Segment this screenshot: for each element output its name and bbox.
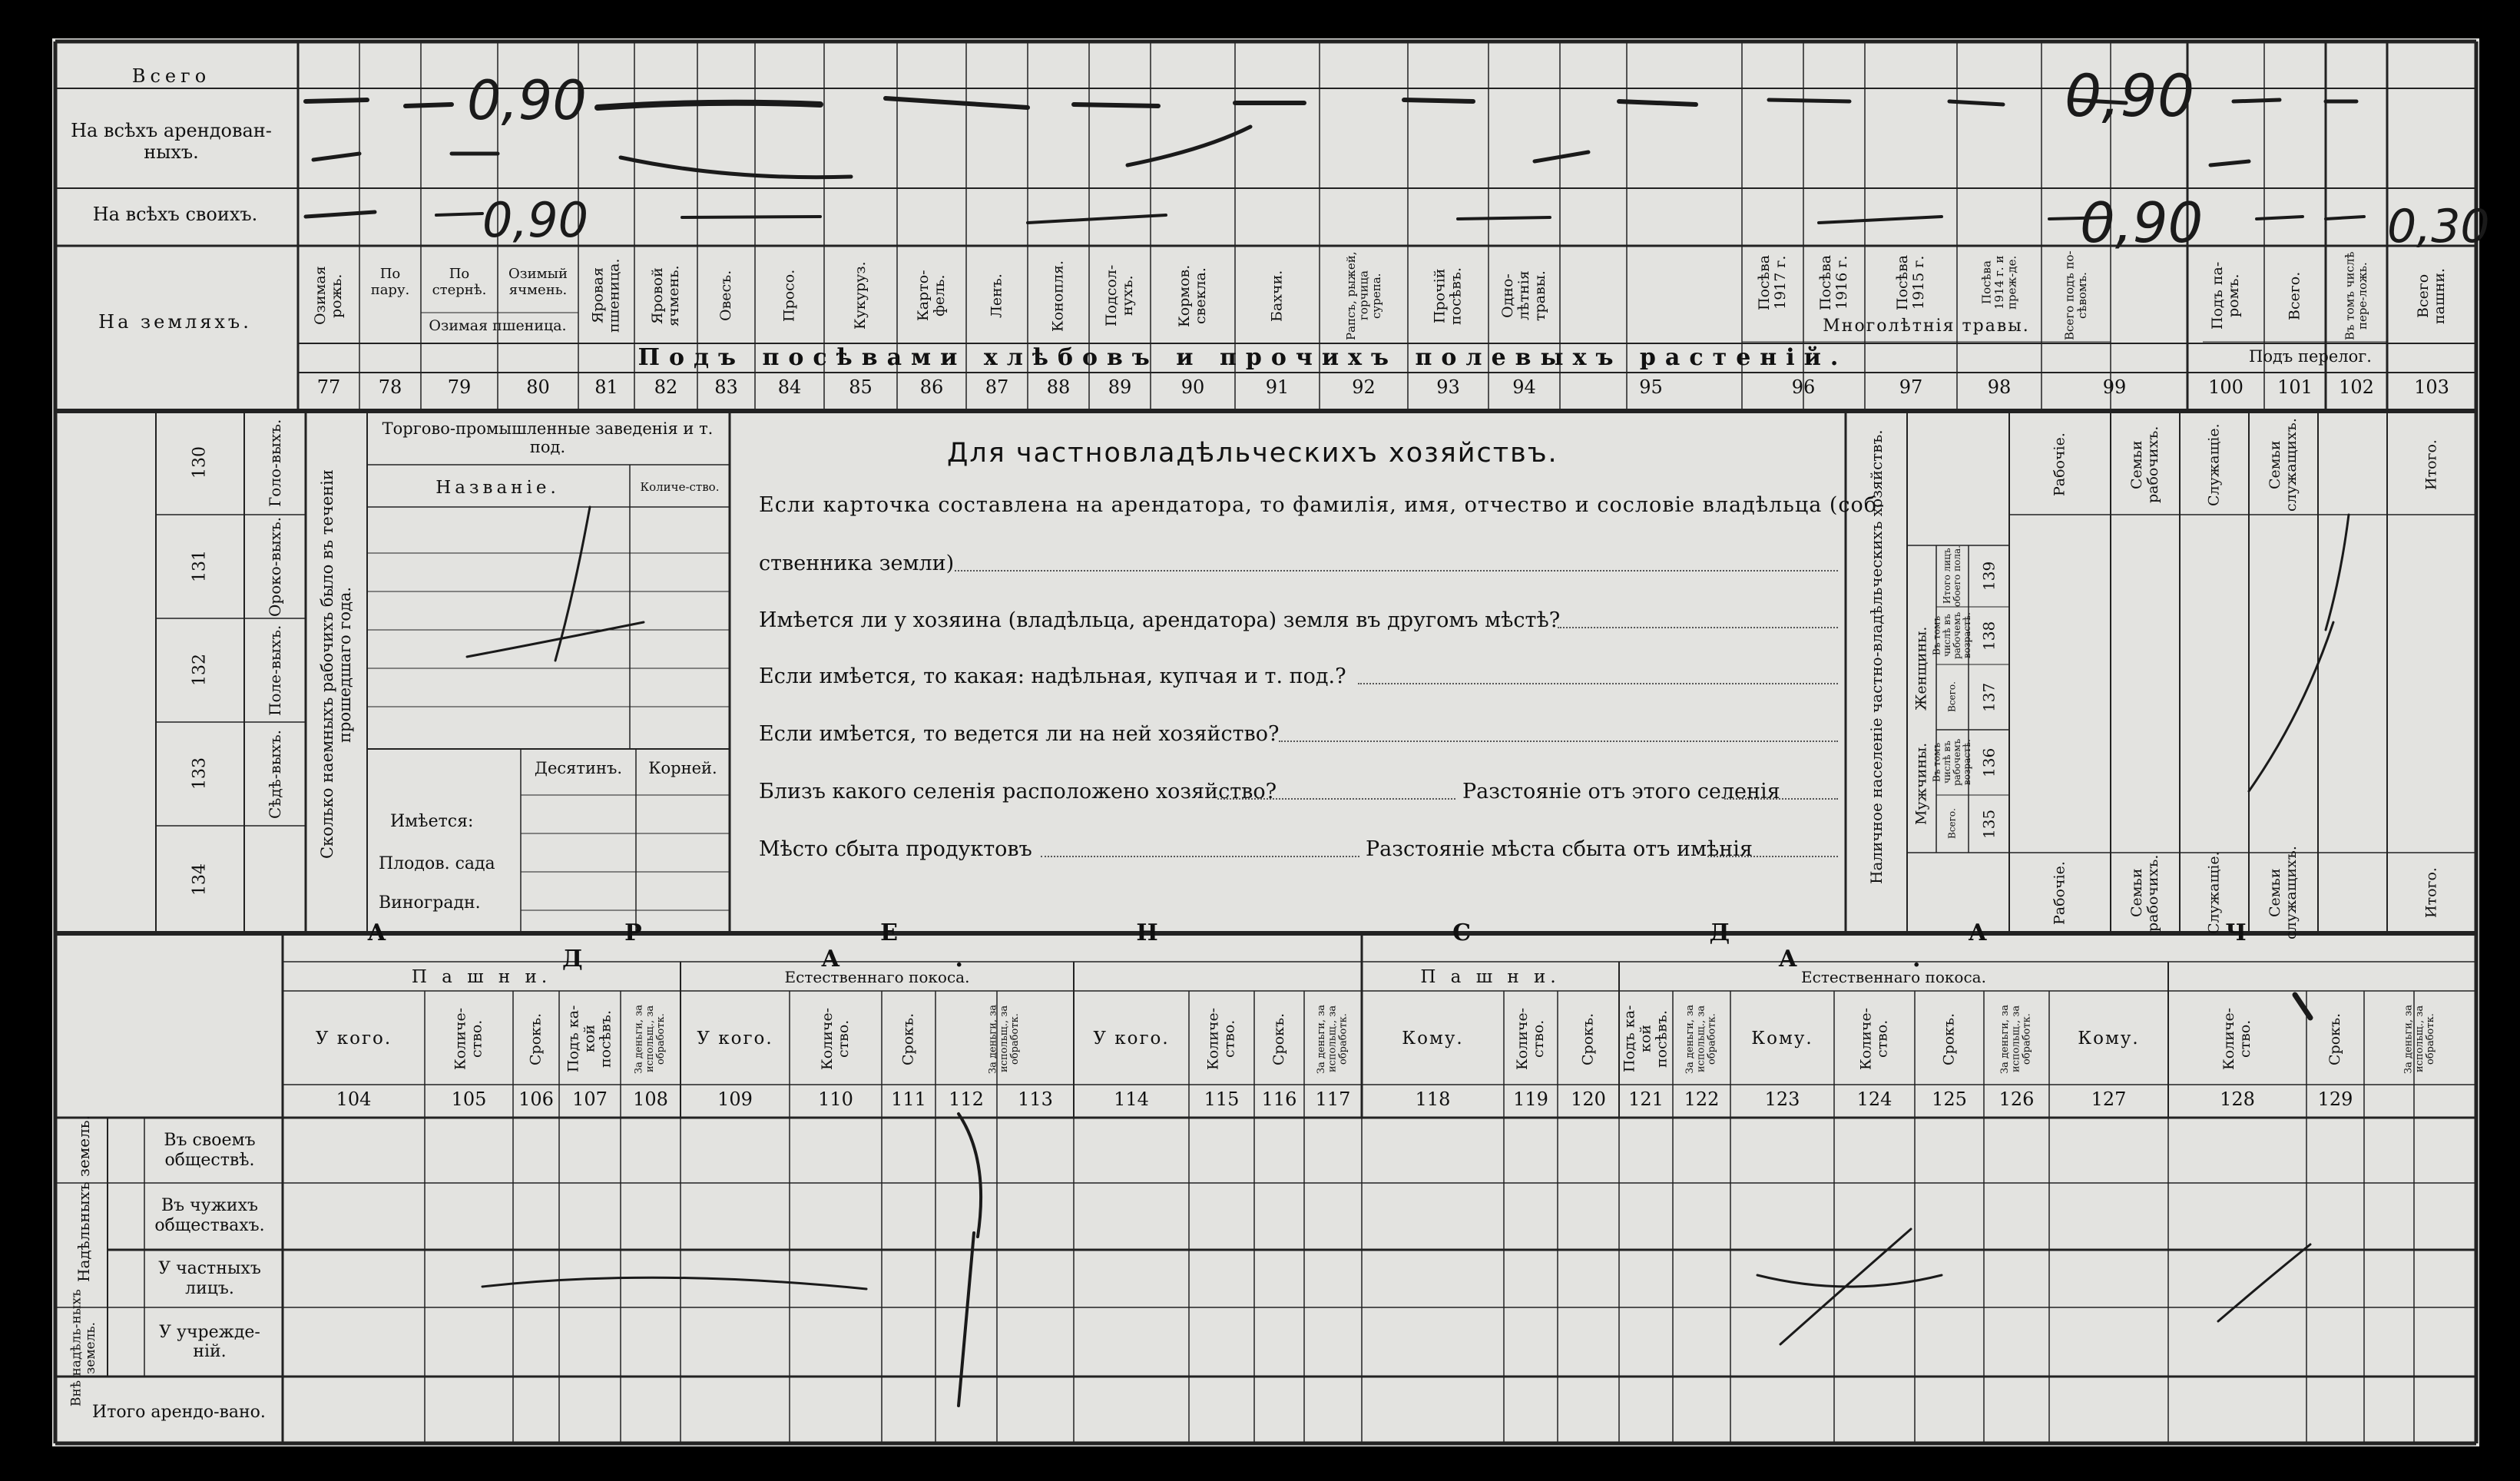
column-number: 79 — [447, 376, 472, 398]
population-col-header: Итого. — [2422, 439, 2440, 490]
lease-column-number: 109 — [717, 1088, 753, 1110]
lease-col-header: Подъ ка-кой посѣвъ. — [1621, 1005, 1671, 1073]
crop-header: Всего пашни. — [2415, 267, 2448, 324]
lease-column-number: 107 — [572, 1088, 608, 1110]
column-number: 98 — [1987, 376, 2012, 398]
question-market: Мѣсто сбыта продуктовъ — [759, 837, 1032, 861]
lease-column-number: 111 — [891, 1088, 926, 1110]
vineyard-label: Виноградн. — [379, 893, 481, 913]
lease-col-header: У кого. — [697, 1029, 773, 1049]
lease-column-number: 126 — [1998, 1088, 2035, 1110]
lease-column-number: 106 — [518, 1088, 554, 1110]
population-col-header: Рабочіе. — [2051, 432, 2068, 497]
lease-col-header: Количе-ство. — [2220, 1007, 2253, 1071]
livestock-row-number: 130 — [190, 446, 210, 479]
column-number: 82 — [654, 376, 678, 398]
row-label-own: На всѣхъ своихъ. — [92, 204, 258, 226]
population-col-header: Рабочіе. — [2051, 861, 2068, 925]
sdacha-banner: С Д А Ч А. — [1452, 919, 2362, 972]
lease-col-header: Количе-ство. — [452, 1007, 485, 1071]
crop-header: Посѣва 1915 г. — [1894, 254, 1927, 310]
lease-col-header: У кого. — [315, 1029, 392, 1049]
column-number: 93 — [1436, 376, 1460, 398]
crop-header: Яровая пшеница. — [589, 258, 623, 333]
crop-header: Посѣва 1917 г. — [1756, 254, 1789, 310]
column-number: 81 — [594, 376, 618, 398]
lease-column-number: 116 — [1261, 1088, 1297, 1110]
row-label-total: Всего — [131, 65, 211, 88]
lease-col-header: Количе-ство. — [1514, 1007, 1547, 1071]
row-label-lands: На земляхъ. — [98, 311, 252, 333]
column-number: 78 — [378, 376, 402, 398]
crop-header: Всего. — [2286, 271, 2303, 320]
population-number: 136 — [1979, 747, 1998, 777]
livestock-row-label: Ороко-выхъ. — [266, 516, 284, 617]
group-non-allotment-lands: Внѣ надѣль-ныхъ земель. — [68, 1289, 98, 1407]
lease-col-header: Кому. — [2078, 1029, 2140, 1049]
lease-column-number: 114 — [1114, 1088, 1149, 1110]
group-arable: П а ш н и. — [1420, 966, 1561, 987]
column-number: 83 — [714, 376, 738, 398]
group-hay: Естественнаго покоса. — [784, 967, 970, 986]
row-other-communities: Въ чужихъ обществахъ. — [154, 1196, 265, 1235]
crop-header: Ленъ. — [988, 273, 1005, 318]
crop-header: Прочій посѣвъ. — [1431, 267, 1465, 325]
crop-header: Посѣва 1916 г. — [1817, 254, 1850, 310]
column-number: 86 — [919, 376, 944, 398]
question-other-land: Имѣется ли у хозяина (владѣльца, арендатора) земля въ другомъ мѣстѣ? — [759, 608, 1561, 632]
crop-header: Посѣва 1914 г. и преж-де. — [1979, 255, 2019, 310]
lease-column-number: 127 — [2091, 1088, 2127, 1110]
handwritten-total-value-2: 0,90 — [2065, 61, 2195, 130]
lease-col-header: За деньги, за испольщ., за обработк. — [1999, 1004, 2033, 1074]
crop-header: Рапсъ, рыжей, горчица сурепа. — [1343, 251, 1383, 340]
lease-col-header: У кого. — [1093, 1029, 1170, 1049]
trade-name-header: Названіе. — [435, 477, 560, 498]
population-sub-label: Въ томъ числѣ въ рабочемъ возрастѣ. — [1931, 611, 1973, 660]
lease-column-number: 128 — [2220, 1088, 2255, 1110]
crop-header: Кормов. свекла. — [1176, 264, 1209, 327]
livestock-row-number: 134 — [190, 863, 210, 896]
lease-col-header: Количе-ство. — [1204, 1007, 1238, 1071]
row-total-rented: Итого арендо-вано. — [92, 1403, 266, 1423]
question-village: Близъ какого селенія расположено хозяйство? — [759, 780, 1277, 803]
lease-col-header: Срокъ. — [899, 1012, 917, 1065]
column-number: 88 — [1046, 376, 1071, 398]
population-col-header: Семьи рабочихъ. — [2128, 426, 2161, 504]
population-col-header: Служащіе. — [2205, 423, 2223, 506]
column-number: 84 — [777, 376, 802, 398]
row-institutions: У учрежде-ній. — [159, 1322, 260, 1361]
population-sub-label: Въ томъ числѣ въ рабочемъ возрастѣ. — [1931, 738, 1973, 787]
row-private-persons: У частныхъ лицъ. — [158, 1259, 261, 1298]
lease-column-number: 105 — [451, 1088, 487, 1110]
lease-col-header: Срокъ. — [1270, 1012, 1288, 1065]
population-number: 138 — [1979, 621, 1998, 651]
census-card — [52, 38, 2490, 1446]
question-owner-cont: ственника земли) — [759, 552, 955, 575]
trade-title: Торгово-промышленные заведенія и т. под. — [382, 419, 714, 456]
lease-column-number: 117 — [1315, 1088, 1351, 1110]
column-number: 94 — [1512, 376, 1536, 398]
column-number: 97 — [1899, 376, 1923, 398]
sown-banner: Подъ посѣвами хлѣбовъ и прочихъ полевыхъ растеній. — [637, 343, 1848, 371]
column-number: 85 — [849, 376, 873, 398]
population-sub-label: Всего. — [1946, 681, 1958, 713]
group-arable: П а ш н и. — [411, 966, 552, 987]
population-number: 139 — [1979, 561, 1998, 591]
lease-column-number: 104 — [336, 1088, 372, 1110]
lease-col-header: За деньги, за испольщ., за обработк. — [1316, 1004, 1349, 1074]
question-market-distance: Разстояніе мѣста сбыта отъ имѣнія — [1366, 837, 1753, 861]
handwritten-own-value: 0,90 — [482, 192, 589, 248]
group-winter-wheat: Озимая пшеница. — [429, 317, 567, 335]
lease-col-header: Кому. — [1402, 1029, 1464, 1049]
livestock-row-label: Голо-выхъ. — [266, 419, 284, 507]
crop-header: Озимая рожь. — [312, 266, 345, 326]
lease-column-number: 113 — [1018, 1088, 1053, 1110]
column-number: 90 — [1181, 376, 1205, 398]
question-land-type: Если имѣется, то какая: надѣльная, купчая и т. под.? — [759, 664, 1346, 688]
population-col-header: Семьи рабочихъ. — [2128, 854, 2161, 932]
column-number: 102 — [2339, 376, 2374, 398]
trade-qty-header: Количе-ство. — [640, 480, 720, 495]
group-perennial-grasses: Многолѣтнія травы. — [1823, 316, 2030, 336]
lease-col-header: Кому. — [1751, 1029, 1813, 1049]
question-village-distance: Разстояніе отъ этого селенія — [1462, 780, 1780, 803]
hired-workers-caption: Сколько наемныхъ рабочихъ было въ теченіи прошедшаго года. — [317, 469, 354, 860]
crop-header: Яровой ячмень. — [649, 265, 682, 326]
lease-column-number: 118 — [1415, 1088, 1451, 1110]
row-own-community: Въ своемъ обществѣ. — [164, 1131, 256, 1170]
crop-header: Одно-лѣтнія травы. — [1499, 270, 1548, 321]
lease-column-number: 110 — [818, 1088, 853, 1110]
men-label: Мужчины. — [1912, 742, 1930, 825]
question-farming: Если имѣется, то ведется ли на ней хозяйство? — [759, 722, 1280, 746]
handwritten-total-value: 0,90 — [467, 69, 587, 132]
lease-column-number: 115 — [1204, 1088, 1240, 1110]
population-col-header: Служащіе. — [2205, 851, 2223, 935]
group-fallow: Подъ перелог. — [2249, 346, 2372, 366]
column-number: 100 — [2208, 376, 2243, 398]
crop-header: Кукуруз. — [852, 261, 869, 330]
crop-header: Всего подъ по-сѣвомъ. — [2062, 250, 2089, 341]
crop-header: Бахчи. — [1268, 270, 1286, 322]
livestock-row-number: 133 — [190, 757, 210, 790]
desyatin-header: Десятинъ. — [534, 758, 623, 777]
lease-col-header: Срокъ. — [2326, 1012, 2344, 1065]
lease-column-number: 123 — [1764, 1088, 1800, 1110]
arenda-banner: А Р Е Н Д А. — [367, 919, 1273, 972]
column-number: 103 — [2414, 376, 2449, 398]
row-label-rented: На всѣхъ арендован-ныхъ. — [71, 120, 272, 163]
column-number: 77 — [316, 376, 341, 398]
lease-column-number: 120 — [1571, 1088, 1606, 1110]
population-number: 137 — [1979, 682, 1998, 712]
lease-column-number: 119 — [1513, 1088, 1548, 1110]
lease-column-number: 112 — [949, 1088, 984, 1110]
crop-header: По пару. — [370, 265, 410, 298]
livestock-row-label: Сѣдѣ-выхъ. — [266, 729, 284, 819]
column-number: 91 — [1265, 376, 1290, 398]
lease-column-number: 121 — [1628, 1088, 1664, 1110]
has-label: Имѣется: — [390, 812, 474, 831]
crop-header: Озимый ячмень. — [508, 265, 568, 298]
lease-col-header: Подъ ка-кой посѣвъ. — [565, 1005, 614, 1073]
handwritten-own-value-2: 0,90 — [2080, 191, 2204, 255]
column-number: 92 — [1352, 376, 1376, 398]
group-allotment-lands: Надѣльныхъ земель. — [75, 1115, 93, 1282]
column-number: 89 — [1108, 376, 1132, 398]
population-number: 135 — [1979, 809, 1998, 839]
lease-col-header: За деньги, за испольщ., за обработк. — [633, 1004, 667, 1074]
lease-column-number: 122 — [1684, 1088, 1720, 1110]
lease-col-header: Количе-ство. — [819, 1007, 852, 1071]
handwritten-corner-value: 0,30 — [2387, 200, 2490, 253]
lease-column-number: 129 — [2317, 1088, 2353, 1110]
lease-col-header: Срокъ. — [1579, 1012, 1597, 1065]
column-number: 95 — [1639, 376, 1663, 398]
lease-column-number: 125 — [1932, 1088, 1967, 1110]
population-col-header: Семьи служащихъ. — [2267, 418, 2300, 512]
garden-label: Плодов. сада — [379, 854, 495, 873]
livestock-row-label: Поле-выхъ. — [266, 625, 284, 716]
lease-column-number: 108 — [633, 1088, 668, 1110]
population-sub-label: Всего. — [1946, 808, 1958, 840]
livestock-row-number: 132 — [190, 654, 210, 687]
crop-header: Просо. — [780, 269, 798, 323]
column-number: 96 — [1791, 376, 1816, 398]
women-label: Женщины. — [1912, 626, 1930, 711]
population-sub-label: Итого лицъ обоего пола. — [1941, 545, 1962, 607]
column-number: 99 — [2102, 376, 2127, 398]
korney-header: Корней. — [648, 758, 717, 777]
crop-header: Подсол-нухъ. — [1103, 264, 1136, 327]
lease-column-number: 124 — [1856, 1088, 1892, 1110]
population-col-header: Семьи служащихъ. — [2267, 846, 2300, 940]
group-hay: Естественнаго покоса. — [1801, 967, 1986, 986]
crop-header: Конопля. — [1049, 260, 1067, 332]
lease-col-header: Количе-ство. — [1857, 1007, 1891, 1071]
lease-col-header: За деньги, за испольщ., за обработк. — [2402, 1004, 2437, 1074]
livestock-row-number: 131 — [190, 550, 210, 583]
crop-header: Овесъ. — [717, 270, 735, 322]
lease-col-header: За деньги, за испольщ., за обработк. — [987, 1004, 1022, 1074]
column-number: 87 — [985, 376, 1009, 398]
crop-header: Подъ па-ромъ. — [2209, 261, 2242, 330]
lease-col-header: Срокъ. — [527, 1012, 545, 1065]
population-caption: Наличное населеніе частно-владѣльческихъ хозяйствъ. — [1867, 429, 1886, 884]
column-number: 80 — [526, 376, 550, 398]
private-title: Для частновладѣльческихъ хозяйствъ. — [947, 438, 1558, 469]
population-col-header: Итого. — [2422, 867, 2440, 919]
crop-header: Въ томъ числѣ пере-ложь. — [2343, 251, 2369, 340]
crop-header: По стернѣ. — [432, 265, 487, 298]
lease-col-header: За деньги, за испольщ., за обработк. — [1684, 1004, 1718, 1074]
question-owner: Если карточка составлена на арендатора, то фамилія, имя, отчество и сословіе владѣльца (соб- — [759, 493, 1886, 517]
crop-header: Карто-фель. — [915, 270, 948, 322]
lease-col-header: Срокъ. — [1940, 1012, 1958, 1065]
column-number: 101 — [2277, 376, 2313, 398]
